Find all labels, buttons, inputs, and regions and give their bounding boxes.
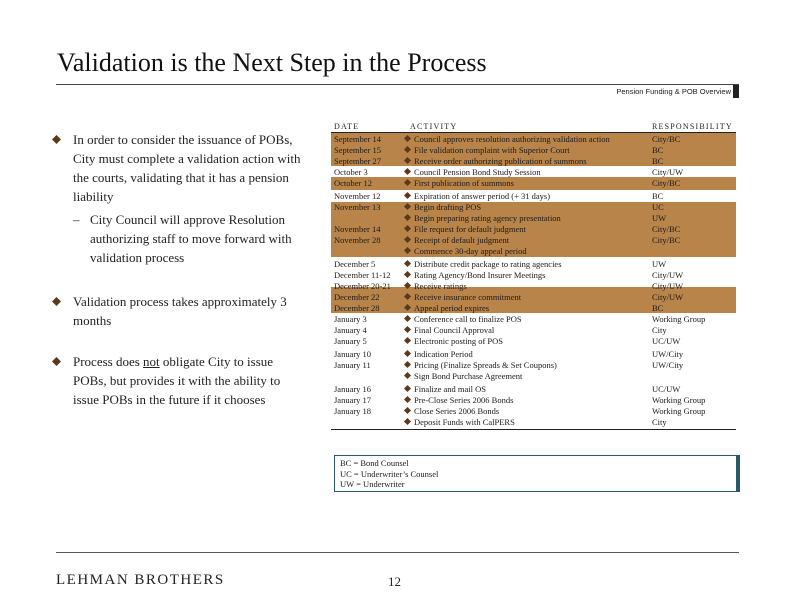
table-row <box>331 406 736 417</box>
row-activity <box>405 314 522 325</box>
table-row <box>331 360 736 371</box>
row-date: January 17 <box>334 395 372 405</box>
row-responsibility: City/UW <box>652 292 684 302</box>
row-activity <box>405 336 503 347</box>
diamond-bullet-icon <box>52 135 61 144</box>
row-activity-text: Sign Bond Purchase Agreement <box>414 371 523 381</box>
row-date: January 18 <box>334 406 372 416</box>
diamond-bullet-icon <box>404 157 411 164</box>
row-activity-text: Deposit Funds with CalPERS <box>414 417 515 427</box>
row-activity <box>405 224 526 235</box>
diamond-bullet-icon <box>52 357 61 366</box>
row-date: January 3 <box>334 314 367 324</box>
row-responsibility: BC <box>652 191 664 201</box>
table-row <box>331 178 736 189</box>
row-activity <box>405 156 587 167</box>
abbreviation-legend <box>334 455 737 492</box>
row-activity-text: Receipt of default judgment <box>414 235 510 245</box>
diamond-bullet-icon <box>404 271 411 278</box>
row-activity-text: Rating Agency/Bond Insurer Meetings <box>414 270 546 280</box>
table-row <box>331 314 736 325</box>
row-date: September 15 <box>334 145 381 155</box>
row-responsibility: City <box>652 325 667 335</box>
table-row <box>331 336 736 347</box>
table-row <box>331 167 736 178</box>
row-activity <box>405 292 521 303</box>
row-activity <box>405 395 513 406</box>
bullet-text: In order to consider the issuance of POBs, City must complete a validation action with the courts, validating that it has a pension liability <box>73 132 301 204</box>
row-activity <box>405 213 561 224</box>
row-responsibility: City <box>652 417 667 427</box>
diamond-bullet-icon <box>404 168 411 175</box>
row-activity-text: Receive order authorizing publication of summons <box>414 156 587 166</box>
diamond-bullet-icon <box>52 297 61 306</box>
row-activity <box>405 259 562 270</box>
table-row <box>331 213 736 224</box>
row-responsibility: UW/City <box>652 360 684 370</box>
row-activity-text: File request for default judgment <box>414 224 526 234</box>
row-date: December 11-12 <box>334 270 391 280</box>
row-date: January 4 <box>334 325 367 335</box>
row-activity <box>405 235 509 246</box>
diamond-bullet-icon <box>404 396 411 403</box>
row-activity <box>405 406 499 417</box>
diamond-bullet-icon <box>404 282 411 289</box>
row-date: November 12 <box>334 191 381 201</box>
row-date: December 5 <box>334 259 376 269</box>
table-row <box>331 191 736 202</box>
page-number: 12 <box>388 574 401 589</box>
subtitle-marker <box>733 85 739 98</box>
diamond-bullet-icon <box>404 260 411 267</box>
legend-item: UC = Underwriter’s Counsel <box>340 468 439 479</box>
diamond-bullet-icon <box>404 179 411 186</box>
row-activity <box>405 371 522 382</box>
diamond-bullet-icon <box>404 326 411 333</box>
legend-item: UW = Underwriter <box>340 479 405 489</box>
diamond-bullet-icon <box>404 385 411 392</box>
row-responsibility: Working Group <box>652 406 706 416</box>
section-subtitle: Pension Funding & POB Overview <box>616 87 731 96</box>
row-activity-text: Begin drafting POS <box>414 202 482 212</box>
table-row <box>331 292 736 303</box>
table-row <box>331 325 736 336</box>
dash-bullet-icon: – <box>73 212 80 227</box>
row-date: December 20-21 <box>334 281 391 291</box>
diamond-bullet-icon <box>404 372 411 379</box>
row-activity-text: Receive insurance commitment <box>414 292 522 302</box>
table-row <box>331 259 736 270</box>
row-activity <box>405 303 489 314</box>
row-activity-text: Receive ratings <box>414 281 467 291</box>
diamond-bullet-icon <box>404 361 411 368</box>
row-activity <box>405 325 494 336</box>
row-date: December 22 <box>334 292 380 302</box>
row-responsibility: UC <box>652 202 664 212</box>
row-date: January 11 <box>334 360 371 370</box>
row-activity-text: Commence 30-day appeal period <box>414 246 527 256</box>
legend-item: BC = Bond Counsel <box>340 458 409 468</box>
bullet-text: Validation process takes approximately 3 months <box>73 294 287 328</box>
row-responsibility: City/UW <box>652 281 684 291</box>
table-row <box>331 349 736 360</box>
row-activity-text: Pricing (Finalize Spreads & Set Coupons) <box>414 360 557 370</box>
row-date: September 14 <box>334 134 381 144</box>
row-responsibility: BC <box>652 303 664 313</box>
diamond-bullet-icon <box>404 418 411 425</box>
diamond-bullet-icon <box>404 247 411 254</box>
row-activity-text: Pre-Close Series 2006 Bonds <box>414 395 514 405</box>
diamond-bullet-icon <box>404 407 411 414</box>
company-logo: LEHMAN BROTHERS <box>56 572 225 588</box>
row-activity <box>405 349 473 360</box>
row-responsibility: City/BC <box>652 178 681 188</box>
diamond-bullet-icon <box>404 304 411 311</box>
page-title: Validation is the Next Step in the Process <box>57 48 487 77</box>
diamond-bullet-icon <box>404 135 411 142</box>
row-activity <box>405 191 550 202</box>
diamond-bullet-icon <box>404 315 411 322</box>
row-responsibility: City/BC <box>652 224 681 234</box>
row-date: November 14 <box>334 224 381 234</box>
table-row <box>331 270 736 281</box>
row-activity <box>405 270 546 281</box>
row-activity-text: Conference call to finalize POS <box>414 314 522 324</box>
row-activity <box>405 145 570 156</box>
table-row <box>331 417 736 428</box>
diamond-bullet-icon <box>404 214 411 221</box>
row-date: November 13 <box>334 202 381 212</box>
row-responsibility: UW/City <box>652 349 684 359</box>
row-activity <box>405 178 514 189</box>
row-date: October 12 <box>334 178 373 188</box>
row-date: January 5 <box>334 336 367 346</box>
row-date: December 28 <box>334 303 380 313</box>
diamond-bullet-icon <box>404 236 411 243</box>
table-bottom-divider <box>331 429 736 430</box>
diamond-bullet-icon <box>404 225 411 232</box>
diamond-bullet-icon <box>404 293 411 300</box>
row-activity-text: First publication of summons <box>414 178 514 188</box>
row-responsibility: Working Group <box>652 314 706 324</box>
row-activity-text: Council Pension Bond Study Session <box>414 167 541 177</box>
row-activity <box>405 246 527 257</box>
row-activity <box>405 360 557 371</box>
row-responsibility: City/UW <box>652 167 684 177</box>
row-activity-text: Final Council Approval <box>414 325 495 335</box>
row-activity <box>405 167 541 178</box>
row-responsibility: UC/UW <box>652 336 681 346</box>
row-activity-text: Distribute credit package to rating agencies <box>414 259 562 269</box>
row-responsibility: City/UW <box>652 270 684 280</box>
table-row <box>331 281 736 292</box>
row-activity-text: Close Series 2006 Bonds <box>414 406 500 416</box>
row-responsibility: Working Group <box>652 395 706 405</box>
row-activity-text: Begin preparing rating agency presentation <box>414 213 561 223</box>
table-row <box>331 246 736 257</box>
row-responsibility: City/BC <box>652 235 681 245</box>
row-responsibility: BC <box>652 156 664 166</box>
row-activity <box>405 202 481 213</box>
row-responsibility: UW <box>652 213 667 223</box>
row-responsibility: City/BC <box>652 134 681 144</box>
activity-column-header: ACTIVITY <box>410 122 458 131</box>
table-row <box>331 395 736 406</box>
responsibility-column-header: RESPONSIBILITY <box>652 122 733 131</box>
diamond-bullet-icon <box>404 192 411 199</box>
row-activity <box>405 281 467 292</box>
table-row <box>331 224 736 235</box>
bullet-text: Process does not obligate City to issue POBs, but provides it with the ability to issue POBs in the future if it chooses <box>73 354 281 407</box>
table-row <box>331 384 736 395</box>
table-row <box>331 156 736 167</box>
row-date: November 28 <box>334 235 381 245</box>
table-row <box>331 134 736 145</box>
row-activity-text: Finalize and mail OS <box>414 384 487 394</box>
table-row <box>331 371 736 382</box>
legend-accent-bar <box>737 455 740 492</box>
row-activity-text: File validation complaint with Superior Court <box>414 145 570 155</box>
row-activity-text: Expiration of answer period (+ 31 days) <box>414 191 551 201</box>
row-activity-text: Indication Period <box>414 349 473 359</box>
row-activity-text: Council approves resolution authorizing validation action <box>414 134 610 144</box>
table-row <box>331 202 736 213</box>
row-date: January 16 <box>334 384 372 394</box>
footer-divider <box>56 552 739 553</box>
date-column-header: DATE <box>334 122 360 131</box>
diamond-bullet-icon <box>404 337 411 344</box>
row-responsibility: UC/UW <box>652 384 681 394</box>
row-date: September 27 <box>334 156 381 166</box>
row-activity <box>405 417 515 428</box>
row-responsibility: BC <box>652 145 664 155</box>
row-activity <box>405 384 486 395</box>
row-activity <box>405 134 610 145</box>
row-date: January 10 <box>334 349 372 359</box>
diamond-bullet-icon <box>404 146 411 153</box>
diamond-bullet-icon <box>404 203 411 210</box>
row-activity-text: Appeal period expires <box>414 303 490 313</box>
table-row <box>331 235 736 246</box>
row-responsibility: UW <box>652 259 667 269</box>
diamond-bullet-icon <box>404 350 411 357</box>
table-row <box>331 145 736 156</box>
table-row <box>331 303 736 314</box>
sub-bullet-text: City Council will approve Resolution authorizing staff to move forward with validation process <box>90 212 292 265</box>
row-activity-text: Electronic posting of POS <box>414 336 504 346</box>
row-date: October 3 <box>334 167 368 177</box>
